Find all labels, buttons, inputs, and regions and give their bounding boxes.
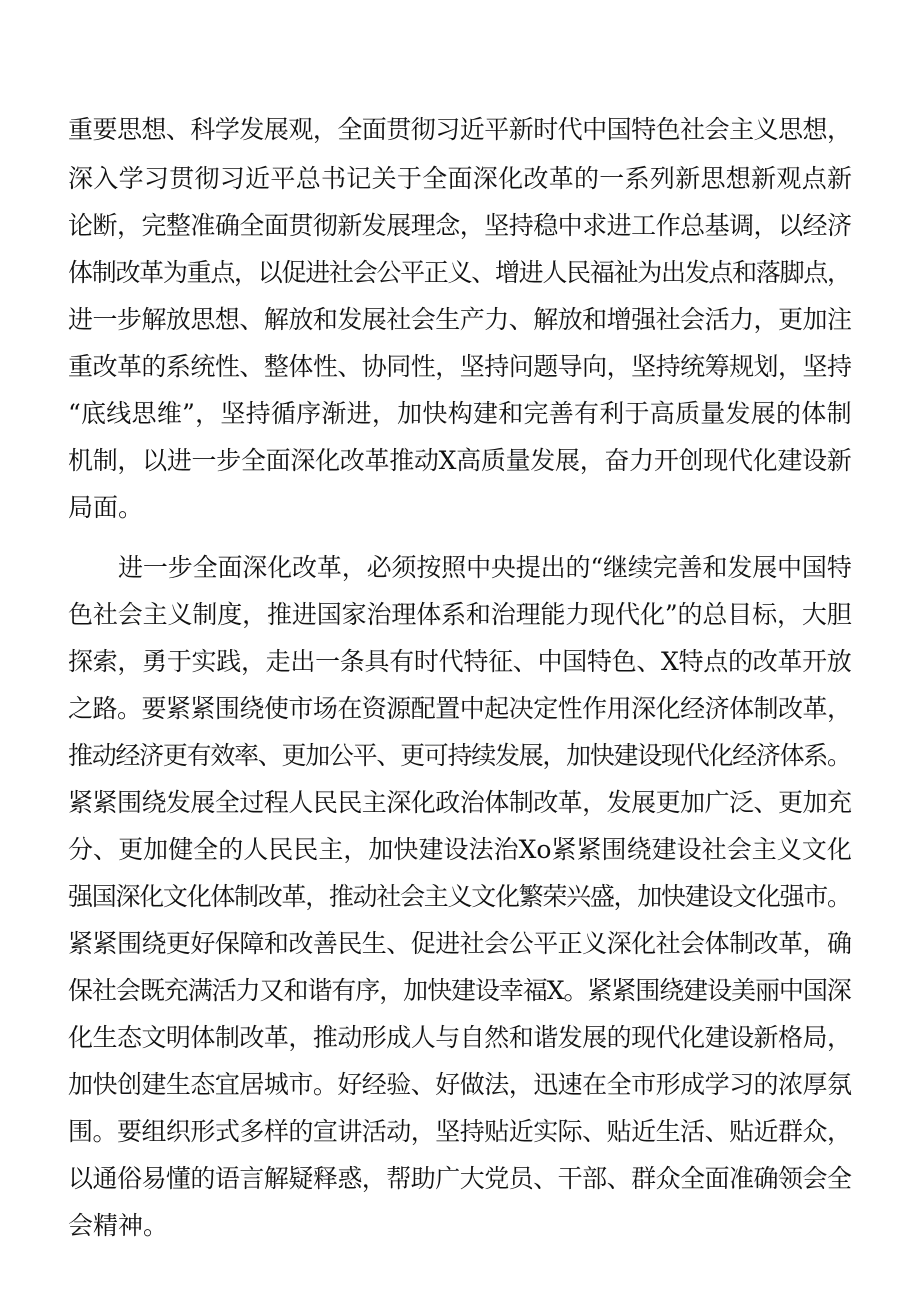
paragraph-line: 之路。要紧紧围绕使市场在资源配置中起决定性作用深化经济体制改革， [68, 694, 852, 723]
paragraph-line: 进一步解放思想、解放和发展社会生产力、解放和增强社会活力，更加注 [68, 305, 852, 334]
paragraph-line: 会精神。 [68, 1211, 169, 1240]
paragraph-line: 体制改革为重点，以促进社会公平正义、增进人民福祉为出发点和落脚点， [68, 258, 851, 287]
paragraph-line: 化生态文明体制改革，推动形成人与自然和谐发展的现代化建设新格局， [68, 1023, 852, 1052]
paragraph-line: 保社会既充满活力又和谐有序，加快建设幸福X。紧紧围绕建设美丽中国深 [68, 976, 851, 1005]
paragraph-line: 色社会主义制度，推进国家治理体系和治理能力现代化”的总目标，大胆 [68, 600, 852, 629]
paragraph-line: 强国深化文化体制改革，推动社会主义文化繁荣兴盛，加快建设文化强市。 [68, 882, 851, 911]
paragraph-line: 局面。 [68, 493, 144, 522]
paragraph-line: 分、更加健全的人民民主，加快建设法治Xo紧紧围绕建设社会主义文化 [68, 835, 852, 864]
paragraph-line: 重改革的系统性、整体性、协同性，坚持问题导向，坚持统筹规划，坚持 [68, 352, 852, 381]
paragraph-line: 紧紧围绕更好保障和改善民生、促进社会公平正义深化社会体制改革，确 [68, 929, 852, 958]
paragraph-line: 推动经济更有效率、更加公平、更可持续发展，加快建设现代化经济体系。 [68, 741, 851, 770]
paragraph-line: “底线思维”，坚持循序渐进，加快构建和完善有利于高质量发展的体制 [68, 399, 852, 428]
paragraph-line: 重要思想、科学发展观，全面贯彻习近平新时代中国特色社会主义思想， [68, 115, 852, 144]
paragraph-line: 论断，完整准确全面贯彻新发展理念，坚持稳中求进工作总基调，以经济 [68, 211, 852, 240]
paragraph-line: 紧紧围绕发展全过程人民民主深化政治体制改革，发展更加广泛、更加充 [68, 788, 852, 817]
paragraph-line: 围。要组织形式多样的宣讲活动，坚持贴近实际、贴近生活、贴近群众， [68, 1117, 852, 1146]
paragraph-line: 进一步全面深化改革，必须按照中央提出的“继续完善和发展中国特 [118, 553, 852, 582]
paragraph-line: 加快创建生态宜居城市。好经验、好做法，迅速在全市形成学习的浓厚氛 [68, 1070, 852, 1099]
paragraph-line: 探索，勇于实践，走出一条具有时代特征、中国特色、X特点的改革开放 [68, 647, 852, 676]
paragraph-line: 深入学习贯彻习近平总书记关于全面深化改革的一系列新思想新观点新 [68, 164, 853, 193]
paragraph-line: 机制，以进一步全面深化改革推动X高质量发展，奋力开创现代化建设新 [68, 446, 852, 475]
paragraph-line: 以通俗易懂的语言解疑释惑，帮助广大党员、干部、群众全面准确领会全 [68, 1164, 852, 1193]
